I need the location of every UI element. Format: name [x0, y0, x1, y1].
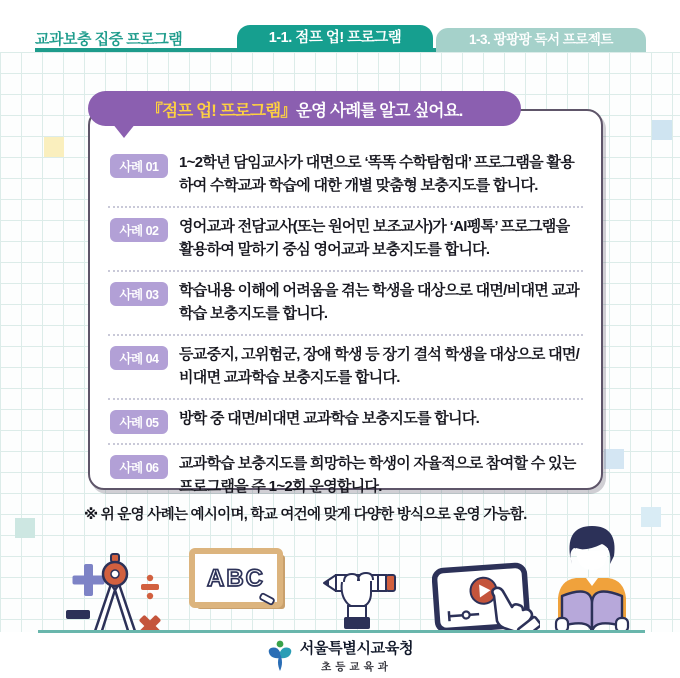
case-list-box: [88, 109, 603, 495]
case-badge: 사례 02: [110, 218, 168, 242]
section-title-banner: [88, 91, 521, 126]
banner-highlight-text: 『점프 업! 프로그램』: [146, 101, 297, 120]
pencil-hand-icon: [322, 566, 400, 632]
case-text: 1~2학년 담임교사가 대면으로 ‘똑똑 수학탐험대’ 프로그램을 활용하여 수학교과 학습에 대한 개별 맞춤형 보충지도를 합니다.: [179, 154, 575, 194]
case-badge: 사례 01: [110, 154, 168, 178]
tab-jump-up-program[interactable]: 1-1. 점프 업! 프로그램: [237, 25, 433, 52]
footer-department: 초등교육과: [321, 661, 392, 673]
board-letters: ABC: [207, 565, 265, 592]
case-row: [108, 272, 583, 336]
tablet-video-icon: [432, 558, 540, 640]
case-row: [108, 400, 583, 445]
case-text: 등교중지, 고위험군, 장애 학생 등 장기 결석 학생을 대상으로 대면/비대면 교과학습 보충지도를 합니다.: [179, 346, 580, 386]
case-badge: 사례 05: [110, 410, 168, 434]
footer-organization: 서울특별시교육청: [299, 640, 414, 657]
case-badge: 사례 03: [110, 282, 168, 306]
deco-blue-cell: [604, 449, 624, 469]
case-row: [108, 336, 583, 400]
deco-blue-cell: [652, 120, 672, 140]
tab-reading-project[interactable]: 1-3. 팡팡팡 독서 프로젝트: [436, 28, 646, 52]
case-row: [108, 208, 583, 272]
page-category-title: 교과보충 집중 프로그램: [35, 31, 183, 48]
footer: [0, 633, 680, 678]
case-text: 교과학습 보충지도를 희망하는 학생이 자율적으로 참여할 수 있는 프로그램을 주 1~2회 운영합니다.: [179, 455, 576, 495]
deco-teal-cell: [15, 518, 35, 538]
boy-reading-icon: [548, 520, 636, 640]
case-text: 학습내용 이해에 어려움을 겪는 학생을 대상으로 대면/비대면 교과학습 보충지도를 합니다.: [179, 282, 580, 322]
abc-board-icon: [188, 548, 292, 614]
case-row: [108, 445, 583, 507]
footer-texts: [300, 637, 414, 674]
banner-rest-text: 운영 사례를 알고 싶어요.: [296, 101, 463, 120]
footnote: ※ 위 운영 사례는 예시이며, 학교 여건에 맞게 다양한 방식으로 운영 가능함.: [84, 507, 527, 523]
deco-yellow-cell: [44, 137, 64, 157]
deco-blue-cell: [641, 507, 661, 527]
case-badge: 사례 04: [110, 346, 168, 370]
case-badge: 사례 06: [110, 455, 168, 479]
case-text: 영어교과 전담교사(또는 원어민 보조교사)가 ‘AI펭톡’ 프로그램을 활용하여 말하기 중심 영어교과 보충지도를 합니다.: [179, 218, 570, 258]
case-text: 방학 중 대면/비대면 교과학습 보충지도를 합니다.: [179, 410, 480, 427]
seoul-education-logo-icon: [267, 640, 293, 672]
case-row: [108, 144, 583, 208]
